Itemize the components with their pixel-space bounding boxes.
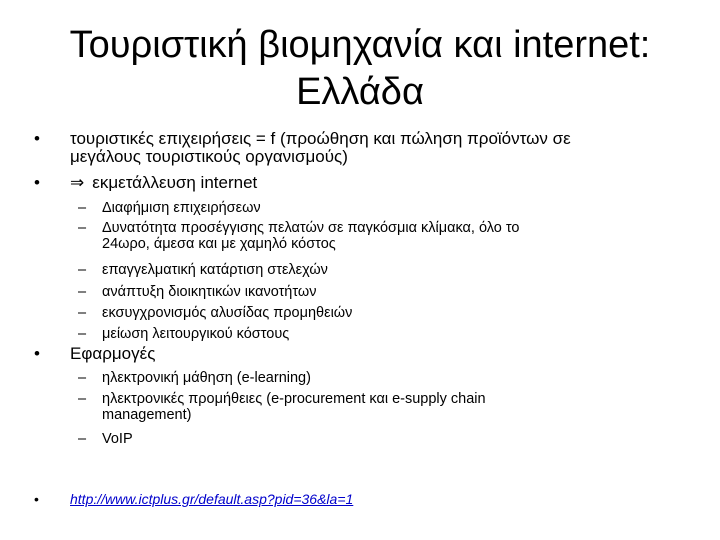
sub-item-eprocurement-line2: management) [102, 407, 192, 423]
bullet-marker: • [34, 129, 40, 148]
bullet-tourism-line2: μεγάλους τουριστικούς οργανισμούς) [70, 147, 348, 166]
dash-marker: – [78, 305, 87, 321]
sub-item-elearning-text: ηλεκτρονική μάθηση (e-learning) [102, 370, 311, 386]
sub-item-supply-chain-text: εκσυγχρονισμός αλυσίδας προμηθειών [102, 305, 353, 321]
dash-marker: – [78, 200, 87, 216]
sub-item-reach-line2: 24ωρο, άμεσα και με χαμηλό κόστος [102, 236, 336, 252]
dash-marker: – [78, 326, 87, 342]
sub-item-eprocurement-line1: ηλεκτρονικές προμήθειες (e-procurement και e-supply chain [102, 391, 486, 407]
slide-title-line2: Ελλάδα [296, 71, 424, 113]
bullet-marker: • [34, 173, 40, 192]
dash-marker: – [78, 220, 87, 236]
sub-item-management-text: ανάπτυξη διοικητικών ικανοτήτων [102, 284, 317, 300]
dash-marker: – [78, 284, 87, 300]
slide-title-line1: Τουριστική βιομηχανία και internet: [69, 24, 651, 66]
sub-item-voip-text: VoIP [102, 431, 133, 447]
dash-marker: – [78, 262, 87, 278]
sub-item-reach-line1: Δυνατότητα προσέγγισης πελατών σε παγκόσμια κλίμακα, όλο το [102, 220, 520, 236]
ictplus-link[interactable]: http://www.ictplus.gr/default.asp?pid=36&la=1 [70, 491, 354, 507]
sub-item-cost-text: μείωση λειτουργικού κόστους [102, 326, 290, 342]
bullet-marker: • [34, 344, 40, 363]
bullet-tourism-line1: τουριστικές επιχειρήσεις = f (προώθηση και πώληση προϊόντων σε [70, 129, 571, 148]
sub-item-training-text: επαγγελματική κατάρτιση στελεχών [102, 262, 328, 278]
bullet-marker: • [34, 491, 39, 507]
dash-marker: – [78, 370, 87, 386]
sub-item-advertising-text: Διαφήμιση επιχειρήσεων [102, 200, 261, 216]
implies-arrow-icon: ⇒ [70, 173, 85, 193]
dash-marker: – [78, 391, 87, 407]
bullet-internet-text [70, 174, 257, 192]
dash-marker: – [78, 431, 87, 447]
bullet-internet-label: εκμετάλλευση internet [92, 173, 258, 192]
bullet-applications-text: Εφαρμογές [70, 344, 156, 363]
slide-title [0, 22, 720, 116]
